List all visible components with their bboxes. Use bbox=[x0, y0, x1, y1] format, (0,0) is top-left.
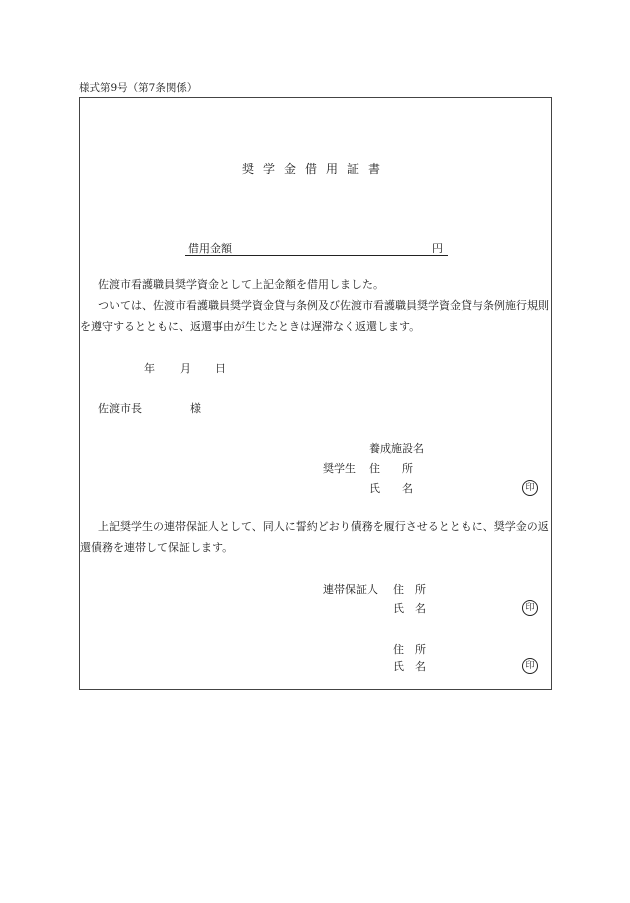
addressee-name: 佐渡市長 bbox=[98, 402, 142, 415]
seal-icon: 印 bbox=[522, 658, 538, 674]
student-role-label: 奨学生 bbox=[323, 462, 356, 475]
student-address-label: 住 所 bbox=[369, 462, 413, 475]
compliance-statement bbox=[80, 295, 551, 337]
guarantor2-address-label: 住 所 bbox=[393, 643, 426, 656]
date-day: 日 bbox=[215, 362, 226, 375]
guarantor-role-label: 連帯保証人 bbox=[323, 583, 378, 596]
seal-icon: 印 bbox=[522, 480, 538, 496]
yen-unit: 円 bbox=[432, 242, 443, 255]
guarantor2-name-label: 氏 名 bbox=[393, 660, 426, 673]
student-name-label: 氏 名 bbox=[369, 482, 413, 495]
compliance-statement-text: ついては、佐渡市看護職員奨学資金貸与条例及び佐渡市看護職員奨学資金貸与条例施行規則を遵守するとともに、返還事由が生じたときは遅滞なく返還します。 bbox=[80, 299, 549, 333]
borrowing-statement-text: 佐渡市看護職員奨学資金として上記金額を借用しました。 bbox=[98, 278, 384, 291]
guarantor-statement bbox=[80, 516, 551, 558]
guarantor-address-label: 住 所 bbox=[393, 583, 426, 596]
guarantor-name-label: 氏 名 bbox=[393, 602, 426, 615]
amount-label: 借用金額 bbox=[188, 242, 232, 255]
date-year: 年 bbox=[144, 362, 155, 375]
form-number-label: 様式第9号（第7条関係） bbox=[79, 82, 198, 94]
addressee-honorific: 様 bbox=[190, 402, 201, 415]
amount-underline bbox=[185, 255, 448, 256]
document-title: 奨学金借用証書 bbox=[241, 162, 389, 176]
guarantor-statement-text: 上記奨学生の連帯保証人として、同人に誓約どおり債務を履行させるとともに、奨学金の返還債務を連帯して保証します。 bbox=[80, 520, 549, 554]
certificate-frame bbox=[79, 97, 552, 690]
date-month: 月 bbox=[180, 362, 191, 375]
seal-icon: 印 bbox=[522, 600, 538, 616]
student-school-label: 養成施設名 bbox=[369, 442, 424, 455]
borrowing-statement bbox=[80, 274, 551, 295]
